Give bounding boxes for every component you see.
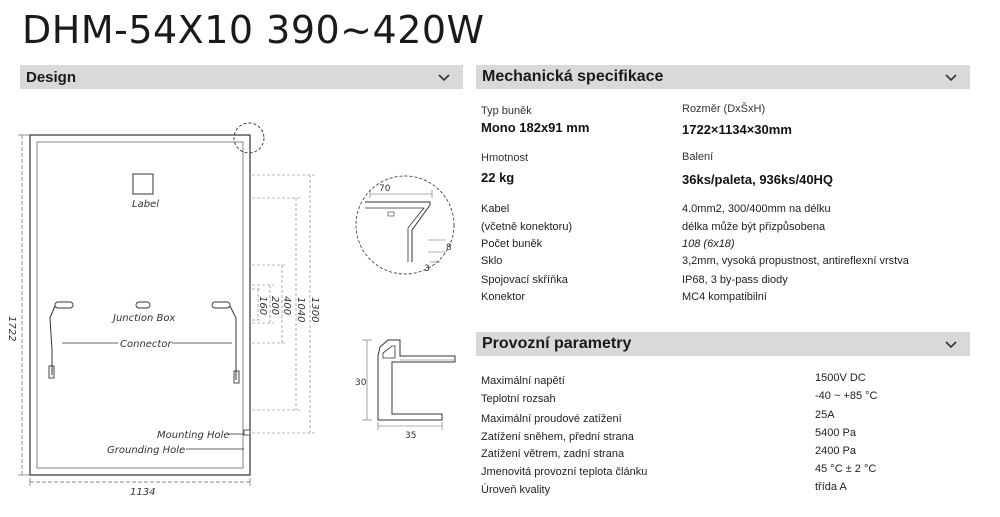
left-connector-head <box>55 302 73 308</box>
mech-row-label: Konektor <box>481 291 526 303</box>
op-row-value: 5400 Pa <box>815 427 856 439</box>
op-row-label: Zatížení sněhem, přední strana <box>481 431 634 443</box>
mech-row-label: Sklo <box>481 255 503 267</box>
op-row-value: -40 ~ +85 °C <box>815 390 878 402</box>
mechanical-header-label: Mechanická specifikace <box>482 68 664 85</box>
chevron-down-icon[interactable] <box>944 337 958 351</box>
connector-text: Connector <box>120 339 172 350</box>
op-row-label: Jmenovitá provozní teplota článku <box>481 466 648 478</box>
mech-row-value: IP68, 3 by-pass diody <box>682 274 788 286</box>
design-header-label: Design <box>26 68 77 86</box>
dim-1300: 1300 <box>309 297 320 323</box>
corner-profile <box>365 202 430 262</box>
op-row-label: Maximální proudové zatížení <box>481 413 622 425</box>
left-cable <box>50 306 55 375</box>
mech-row-value: 4.0mm2, 300/400mm na délku <box>682 203 831 215</box>
op-row-value: třída A <box>815 481 847 493</box>
operating-header-label: Provozní parametry <box>482 335 632 352</box>
dim-30: 30 <box>355 378 367 388</box>
dim-1040: 1040 <box>295 297 306 323</box>
mech-row-label: Spojovací skříňka <box>481 274 568 286</box>
dim-35: 35 <box>405 431 417 441</box>
op-row-value: 2400 Pa <box>815 445 856 457</box>
dim-70: 70 <box>379 184 391 194</box>
mechanical-section-header[interactable] <box>476 65 970 89</box>
weight-label: Hmotnost <box>481 152 529 164</box>
operating-section-header[interactable] <box>476 332 970 356</box>
dim-400: 400 <box>281 296 292 316</box>
mech-row-label: Kabel <box>481 203 510 215</box>
page-title: DHM-54X10 390~420W <box>22 8 485 52</box>
width-dimension: 1134 <box>130 487 156 498</box>
label-box <box>133 174 153 194</box>
junction-box <box>136 302 150 308</box>
frame-section <box>378 340 455 420</box>
mech-row-value: 108 (6x18) <box>682 238 735 250</box>
height-dimension: 1722 <box>6 316 17 342</box>
op-row-label: Zatížení větrem, zadní strana <box>481 448 625 460</box>
dim-3: 3 <box>424 264 430 274</box>
dimension-value: 1722×1134×30mm <box>682 122 792 137</box>
mech-row-label: (včetně konektoru) <box>481 221 573 233</box>
weight-value: 22 kg <box>481 170 515 185</box>
chevron-down-icon[interactable] <box>944 70 958 84</box>
right-connector-head <box>212 302 230 308</box>
op-row-label: Úroveň kvality <box>481 484 551 496</box>
dim-160: 160 <box>257 296 268 316</box>
op-row-value: 1500V DC <box>815 372 866 384</box>
op-row-label: Maximální napětí <box>481 375 565 387</box>
module-drawing <box>0 0 470 517</box>
op-row-label: Teplotní rozsah <box>481 393 556 405</box>
op-row-value: 25A <box>815 409 835 421</box>
packing-value: 36ks/paleta, 936ks/40HQ <box>682 172 834 187</box>
mech-row-value: MC4 kompatibilní <box>682 291 767 303</box>
mech-row-label: Počet buněk <box>481 238 543 250</box>
cell-type-label: Typ buněk <box>481 105 532 117</box>
dim-200: 200 <box>269 296 280 316</box>
label-text: Label <box>132 199 159 210</box>
op-row-value: 45 °C ± 2 °C <box>815 463 877 475</box>
grounding-hole-text: Grounding Hole <box>107 445 186 456</box>
dimension-label: Rozměr (DxŠxH) <box>682 103 766 115</box>
mounting-hole-text: Mounting Hole <box>157 430 230 441</box>
cell-type-value: Mono 182x91 mm <box>481 120 590 135</box>
dim-8: 8 <box>446 243 452 253</box>
junction-box-text: Junction Box <box>113 313 176 324</box>
mounting-hole-mark <box>244 430 250 435</box>
mech-row-value: 3,2mm, vysoká propustnost, antireflexní vrstva <box>682 255 909 267</box>
panel-outer-frame <box>30 135 250 475</box>
packing-label: Balení <box>682 151 714 163</box>
mech-row-value: délka může být přizpůsobena <box>682 221 826 233</box>
corner-detail-magnified <box>356 176 454 274</box>
corner-detail-circle <box>234 123 264 153</box>
